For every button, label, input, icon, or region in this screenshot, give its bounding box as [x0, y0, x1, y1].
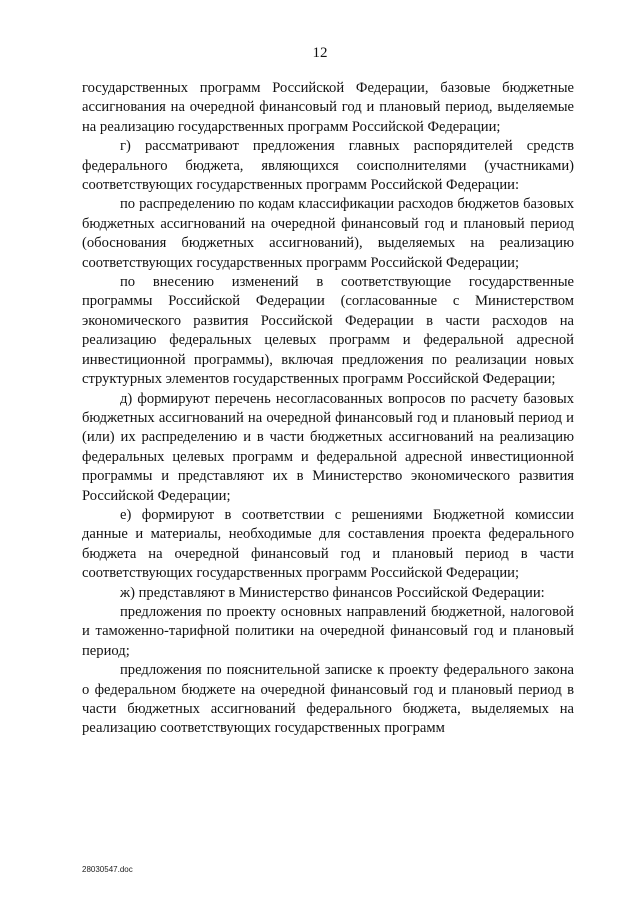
paragraph-policy-proposals: предложения по проекту основных направлений бюджетной, налоговой и таможенно-тарифной политики на очередной финансовый год и плановый период;	[82, 603, 574, 659]
page-number: 12	[312, 45, 328, 61]
paragraph-item-d: д) формируют перечень несогласованных вопросов по расчету базовых бюджетных ассигнований на очередной финансовый год и плановый период и (или) их распределению и в части бюджетных ассигнований на реализацию федеральных целевых программ и федеральной адресной инвестиционной программы и представляют их в Министерство экономического развития Российской Федерации;	[82, 390, 574, 504]
paragraph-explanatory-note: предложения по пояснительной записке к проекту федерального закона о федеральном бюджете на очередной финансовый год и плановый период в части бюджетных ассигнований федерального бюджета, выделяемых на реализацию соответствующих государственных программ	[82, 662, 574, 737]
paragraph-continuation: государственных программ Российской Федерации, базовые бюджетные ассигнования на очередной финансовый год и плановый период, выделяемые на реализацию государственных программ Российской Федерации;	[82, 80, 574, 135]
paragraph-distribution: по распределению по кодам классификации расходов бюджетов базовых бюджетных ассигнований на очередной финансовый год и плановый период (обоснования бюджетных ассигнований), выделяемых на реализацию соответствующих государственных программ Российской Федерации;	[82, 196, 574, 271]
footer-file-name: 28030547.doc	[82, 865, 133, 874]
paragraph-item-zh: ж) представляют в Министерство финансов Российской Федерации:	[120, 584, 545, 601]
paragraph-item-g: г) рассматривают предложения главных распорядителей средств федерального бюджета, являющихся соисполнителями (участниками) соответствующих государственных программ Российской Федерации:	[82, 138, 574, 194]
paragraph-amendments: по внесению изменений в соответствующие государственные программы Российской Федерации (согласованные с Министерством экономического развития Российской Федерации в части расходов на реализацию федеральных целевых программ и федеральной адресной инвестиционной программы), включая предложения по реализации новых структурных элементов государственных программ Российской Федерации;	[82, 274, 574, 388]
paragraph-item-e: е) формируют в соответствии с решениями Бюджетной комиссии данные и материалы, необходимые для составления проекта федерального бюджета на очередной финансовый год и плановый период в части соответствующих государственных программ Российской Федерации;	[82, 506, 574, 582]
document-body	[82, 79, 574, 739]
